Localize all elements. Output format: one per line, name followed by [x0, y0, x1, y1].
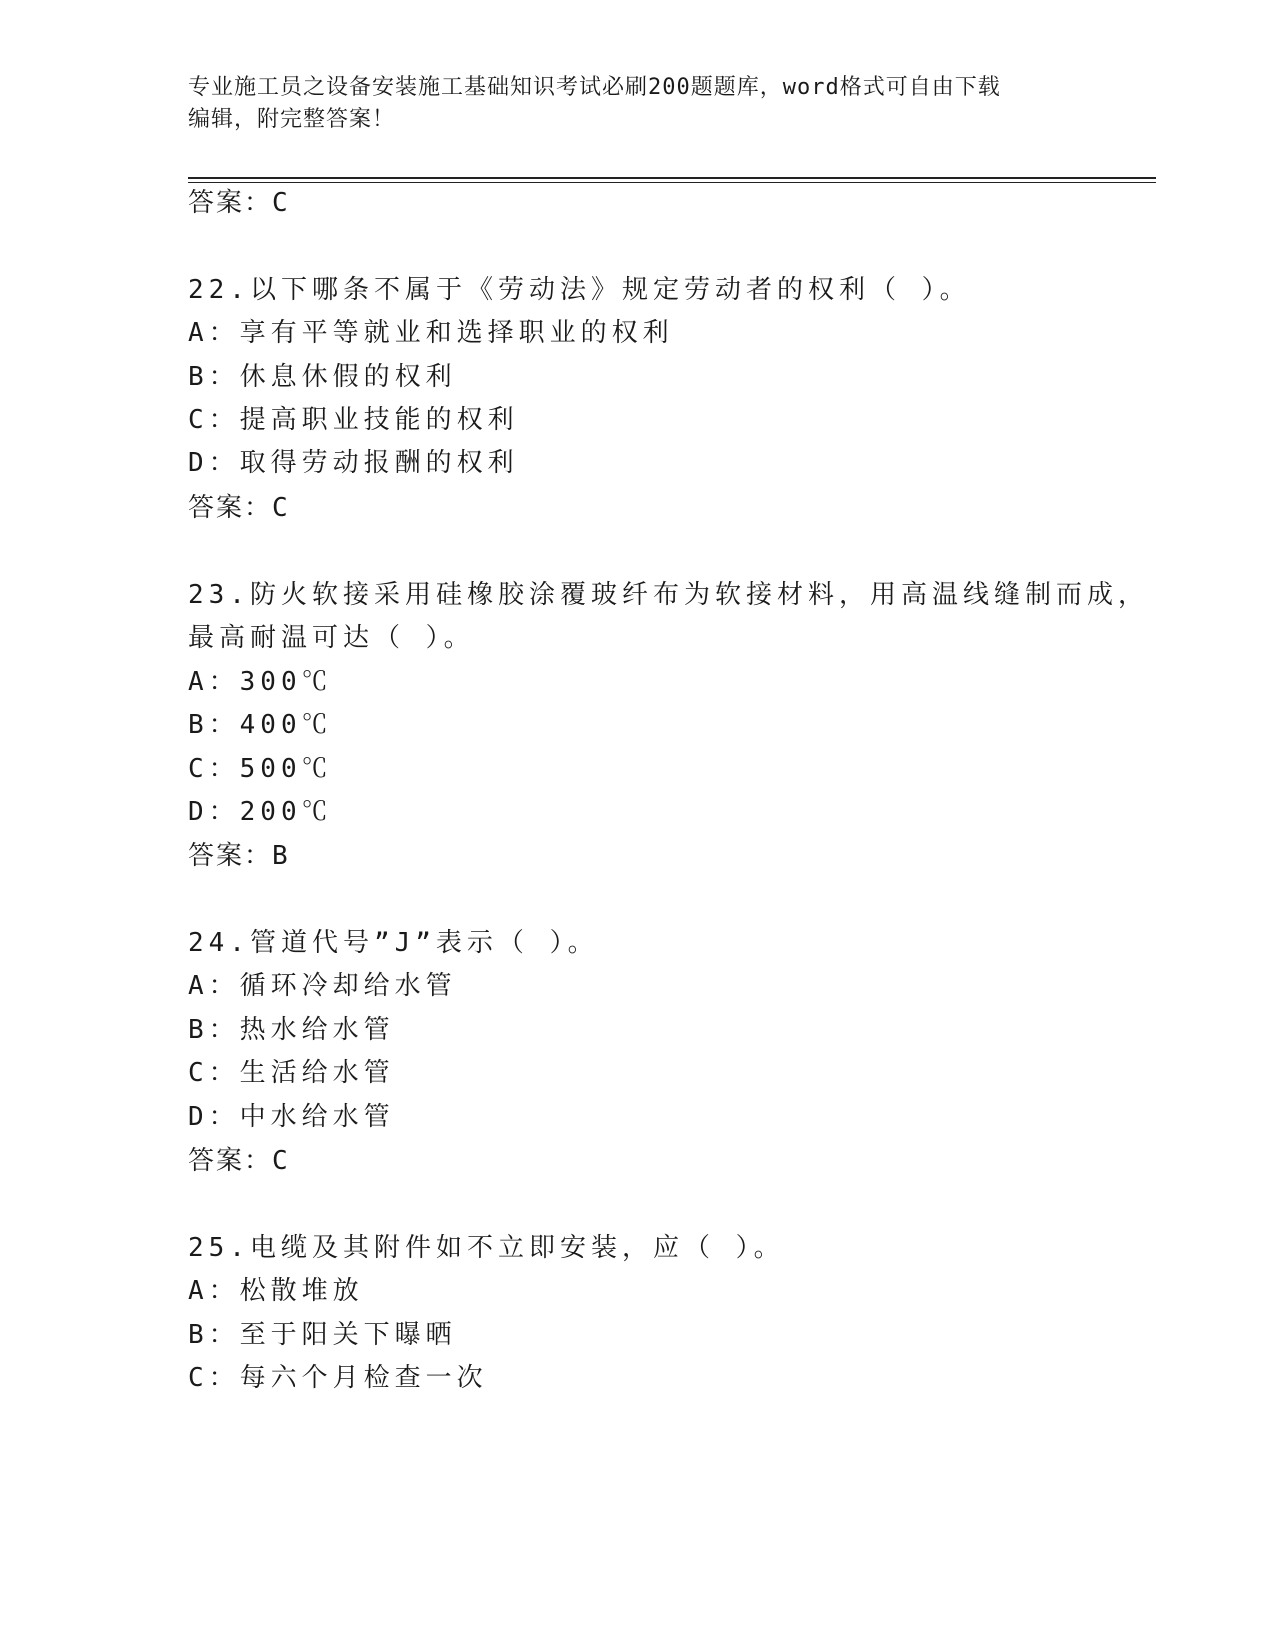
option-a: A：300℃ [188, 667, 333, 697]
header-line-2: 编辑，附完整答案！ [188, 107, 396, 132]
option-c: C：提高职业技能的权利 [188, 405, 519, 435]
option-a: A：松散堆放 [188, 1276, 364, 1306]
question-stem: 24.管道代号”J”表示（ ）。 [188, 928, 599, 958]
header-divider-thin [188, 182, 1156, 183]
option-b: B：400℃ [188, 710, 333, 740]
option-c: C：生活给水管 [188, 1058, 395, 1088]
document-header [188, 72, 1088, 136]
question-stem: 22.以下哪条不属于《劳动法》规定劳动者的权利（ ）。 [188, 275, 971, 305]
option-a: A：循环冷却给水管 [188, 971, 457, 1001]
answer-label: 答案：C [188, 188, 290, 218]
answer-label: 答案：C [188, 493, 290, 523]
option-b: B：热水给水管 [188, 1015, 395, 1045]
question-stem: 23.防火软接采用硅橡胶涂覆玻纤布为软接材料，用高温线缝制而成， [188, 580, 1149, 610]
option-d: D：中水给水管 [188, 1102, 395, 1132]
option-b: B：休息休假的权利 [188, 362, 457, 392]
option-c: C：每六个月检查一次 [188, 1363, 488, 1393]
header-divider-thick [188, 177, 1156, 179]
question-stem: 25.电缆及其附件如不立即安装，应（ ）。 [188, 1233, 785, 1263]
option-c: C：500℃ [188, 754, 333, 784]
answer-label: 答案：C [188, 1146, 290, 1176]
question-stem-continued: 最高耐温可达（ ）。 [188, 623, 475, 653]
answer-label: 答案：B [188, 841, 290, 871]
option-b: B：至于阳关下曝晒 [188, 1320, 457, 1350]
option-a: A：享有平等就业和选择职业的权利 [188, 318, 674, 348]
header-line-1: 专业施工员之设备安装施工基础知识考试必刷200题题库，word格式可自由下载 [188, 75, 1001, 100]
option-d: D：200℃ [188, 797, 333, 827]
option-d: D：取得劳动报酬的权利 [188, 448, 519, 478]
